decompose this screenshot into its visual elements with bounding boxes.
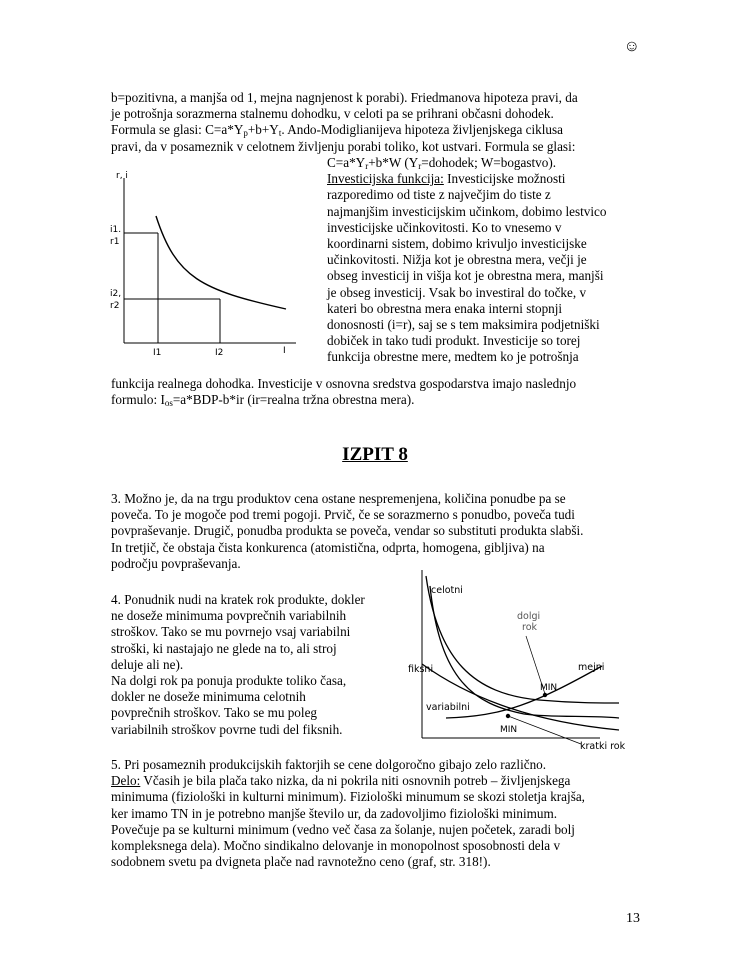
label-r2: r2	[110, 301, 120, 311]
min-point-bottom	[506, 714, 510, 718]
paragraph-investment-cont	[111, 376, 576, 408]
section-title: IZPIT 8	[342, 444, 408, 465]
label-i2: i2,	[110, 289, 122, 299]
text-line: pravi, da v posameznik v celotnem življenju porabi toliko, kot ustvari. Formula se glasi:	[111, 138, 576, 154]
label-short-run: kratki rok	[580, 741, 626, 752]
delo-label: Delo:	[111, 773, 141, 789]
paragraph-q4	[111, 592, 365, 738]
text-line: povpraševanje. Drugič, ponudba produkta se poveča, vendar so substituti produkta slabši.	[111, 523, 584, 539]
text-line: Na dolgi rok pa ponuja produkte toliko časa,	[111, 673, 347, 689]
text-line: variabilnih stroškov povrne tudi del fiksnih.	[111, 721, 343, 737]
text-line: kateri bo obrestna mera enaka interni stopnji	[327, 300, 563, 316]
text-line: Povečuje pa se kulturni minimum (vedno več časa za šolanje, nujen početek, zaradi bolj	[111, 821, 575, 837]
paragraph-q3	[111, 491, 583, 572]
text-line: dokler ne doseže minimuma celotnih	[111, 689, 306, 705]
text-line: razporedimo od tiste z največjim do tiste z	[327, 187, 551, 203]
text-line-formula-ando: $C=a*Y_r+b*W$ ($Y_r=dohodek$; W=bogastvo).	[327, 155, 557, 171]
text-line: obseg investicij in višja kot je obrestna mera, manjši	[327, 268, 604, 284]
text-line-delo: Delo: Včasih je bila plača tako nizka, da ni pokrila niti osnovnih potreb – življenjskega	[111, 773, 571, 789]
investment-heading: Investicijska funkcija:	[327, 171, 444, 187]
text-line: 5. Pri posameznih produkcijskih faktorjih se cene dolgoročno gibajo zelo različno.	[111, 757, 547, 772]
text-line: funkcija obrestne mere, medtem ko je potrošnja	[327, 349, 579, 365]
label-marginal: mejni	[578, 662, 605, 673]
label-I2: I2	[215, 348, 224, 358]
text-line: 4. Ponudnik nudi na kratek rok produkte, dokler	[111, 592, 365, 607]
text-line: investicijske učinkovitosti. Ko to vnesemo v	[327, 219, 562, 235]
text-line: stroški, ki nastajajo ne glede na to, ali stroj	[111, 640, 337, 656]
text-line: b=pozitivna, a manjša od 1, mejna nagnjenost k porabi). Friedmanova hipoteza pravi, da	[111, 90, 578, 105]
text-line: področju povpraševanja.	[111, 555, 241, 571]
label-variable: variabilni	[426, 702, 470, 713]
text-line: koordinarni sistem, dobimo krivuljo investicijske	[327, 236, 587, 252]
label-long-run-1: dolgi	[517, 611, 541, 622]
text-line: minimuma (fiziološki in kulturni minimum). Fiziološki minumum se skozi stoletja krajša,	[111, 789, 585, 805]
paragraph-consumption	[111, 90, 578, 155]
paragraph-q5	[111, 757, 585, 870]
y-axis-label: r, i	[116, 171, 128, 181]
text-line: povprečnih stroškov. Tako se mu poleg	[111, 705, 318, 721]
page-number: 13	[626, 911, 640, 926]
text-line: stroškov. Tako se mu povrnejo vsaj variabilni	[111, 624, 351, 640]
text-line: dobiček in tako tudi produkt. Investicije so torej	[327, 333, 581, 349]
text-line: poveča. To je mogoče pod tremi pogoji. Prvič, če se sorazmerno s ponudbo, poveča tudi	[111, 507, 575, 523]
text-line-formula-io: formulo: $I_{os}=a*BDP-b*ir$ (ir=realna tržna obrestna mera).	[111, 392, 415, 409]
text-line: donosnosti (i=r), saj se s tem maksimira podjetniški	[327, 317, 600, 333]
label-fixed: fiksni	[408, 664, 434, 675]
label-min-bottom: MIN	[500, 725, 518, 735]
text-line: funkcija realnega dohodka. Investicije v osnovna sredstva gospodarstva imajo naslednjo	[111, 376, 577, 391]
smiley-icon: ☺	[623, 38, 640, 55]
label-I1: I1	[153, 348, 162, 358]
text-line: ne doseže minimuma povprečnih variabilnih	[111, 608, 347, 624]
cost-curves-graph	[404, 566, 640, 756]
label-long-run-2: rok	[522, 622, 538, 633]
label-i1: i1.	[110, 225, 122, 235]
investment-curve	[156, 216, 286, 309]
label-r1: r1	[110, 237, 120, 247]
text-line: najmanjšim investicijskim učinkom, dobimo lestvico	[327, 203, 607, 219]
text-line: Investicijska funkcija: Investicijske možnosti	[327, 171, 566, 187]
min-point-top	[543, 693, 547, 697]
label-min-top: MIN	[540, 683, 558, 693]
text-line: deluje ali ne).	[111, 656, 184, 672]
text-line: 3. Možno je, da na trgu produktov cena ostane nespremenjena, količina ponudbe pa se	[111, 491, 566, 506]
x-axis-label: I	[283, 346, 286, 356]
text-line: je obseg investicij. Vsak bo investiral do točke, v	[327, 284, 587, 300]
investment-efficiency-graph	[106, 168, 321, 363]
text-line: je potrošnja sorazmerna stalnemu dohodku, v celoti pa se prihrani občasni dohodek.	[111, 106, 554, 122]
label-total: celotni	[431, 585, 463, 596]
paragraph-investment	[327, 155, 606, 366]
text-line: učinkovitosti. Nižja kot je obrestna mera, večji je	[327, 252, 587, 268]
text-line: kompleksnega dela). Močno sindikalno delovanje in monopolnost sposobnosti dela v	[111, 838, 561, 854]
text-line-formula: Formula se glasi: $C=a*Y_p+b+Y_t$. Ando-Modiglianijeva hipoteza življenjskega ciklusa	[111, 122, 563, 139]
text-line: sodobnem svetu pa dvigneta plače nad ravnotežno ceno (graf, str. 318!).	[111, 854, 491, 870]
short-run-pointer	[508, 716, 581, 744]
text-line: ker imamo TN in je potrebno manjše število ur, da zadovoljimo fiziološki minimum.	[111, 805, 558, 821]
text-line: In tretjič, če obstaja čista konkurenca (atomistična, odprta, homogena, gibljiva) na	[111, 539, 545, 555]
